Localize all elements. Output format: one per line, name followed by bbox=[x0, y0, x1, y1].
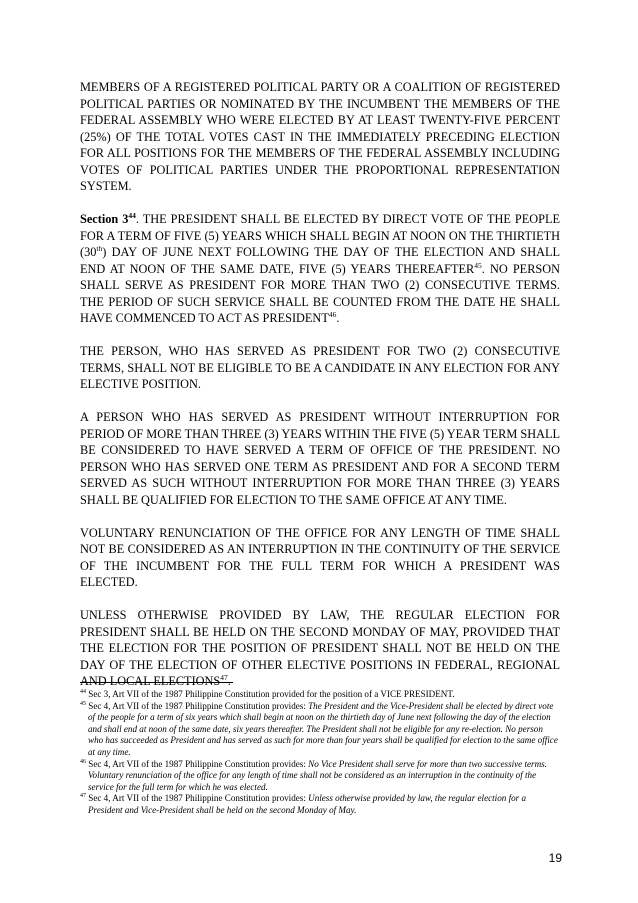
footnote-ref-44: 44 bbox=[128, 210, 136, 220]
paragraph-1: MEMBERS OF A REGISTERED POLITICAL PARTY OR A COALITION OF REGISTERED POLITICAL PARTIES OR NOMINATED BY THE INCUMBENT THE MEMBERS OF THE FEDERAL ASSEMBLY WHO WERE ELECTED BY AT LEAST TWENTY-FIVE PERCENT (25%) OF THE TOTAL VOTES CAST IN THE IMMEDIATELY PRECEDING ELECTION FOR ALL POSITIONS FOR THE MEMBERS OF THE FEDERAL ASSEMBLY INCLUDING VOTES OF POLITICAL PARTIES UNDER THE PROPORTIONAL REPRESENTATION SYSTEM. bbox=[80, 80, 560, 193]
page-number: 19 bbox=[548, 851, 562, 865]
paragraph-3: THE PERSON, WHO HAS SERVED AS PRESIDENT FOR TWO (2) CONSECUTIVE TERMS, SHALL NOT BE ELIGIBLE TO BE A CANDIDATE IN ANY ELECTION FOR ANY ELECTIVE POSITION. bbox=[80, 344, 560, 391]
paragraph-5: VOLUNTARY RENUNCIATION OF THE OFFICE FOR ANY LENGTH OF TIME SHALL NOT BE CONSIDERED AS AN INTERRUPTION IN THE CONTINUITY OF THE SERVICE OF THE INCUMBENT FOR THE FULL TERM FOR WHICH A PRESIDENT WAS ELECTED. bbox=[80, 525, 560, 589]
footnote-ref-46: 46 bbox=[328, 309, 337, 319]
footnotes bbox=[80, 689, 560, 817]
paragraph-section-3: Section $3^{44}$. THE PRESIDENT SHALL BE ELECTED BY DIRECT VOTE OF THE PEOPLE FOR A TERM OF FIVE (5) YEARS WHICH SHALL BEGIN AT NOON ON THE THIRTIETH (30th) DAY OF JUNE NEXT FOLLOWING THE DAY OF THE ELECTION AND SHALL END AT NOON OF THE SAME DATE, FIVE (5) YEARS THEREAFTER$^{45}$. NO PERSON SHALL SERVE AS PRESIDENT FOR MORE THAN TWO (2) CONSECUTIVE TERMS. THE PERIOD OF SUCH SERVICE SHALL BE COUNTED FROM THE DATE HE SHALL HAVE COMMENCED TO ACT AS PRESIDENT$^{46}$. bbox=[80, 210, 561, 325]
footnote-ref-45: 45 bbox=[474, 260, 482, 270]
ordinal-suffix: th bbox=[96, 243, 103, 253]
footnote-46: $^{46}$ Sec 4, Art VII of the 1987 Philippine Constitution provides: No Vice President shall serve for more than two successive terms. Voluntary renunciation of the office for any length of time shall not be considered as an interruption in the continuity of the service for the full term for which he was elected. bbox=[80, 758, 547, 792]
footnote-ref-47: 47 bbox=[220, 672, 228, 682]
paragraph-4: A PERSON WHO HAS SERVED AS PRESIDENT WITHOUT INTERRUPTION FOR PERIOD OF MORE THAN THREE (3) YEARS WITHIN THE FIVE (5) YEAR TERM SHALL BE CONSIDERED TO HAVE SERVED A TERM OF OFFICE OF THE PRESIDENT. NO PERSON WHO HAS SERVED ONE TERM AS PRESIDENT AND FOR A SECOND TERM SERVED AS SUCH WITHOUT INTERRUPTION FOR MORE THAN THREE (3) YEARS SHALL BE QUALIFIED FOR ELECTION TO THE SAME OFFICE AT ANY TIME. bbox=[80, 410, 560, 507]
body-text bbox=[80, 79, 560, 690]
paragraph-6: UNLESS OTHERWISE PROVIDED BY LAW, THE REGULAR ELECTION FOR PRESIDENT SHALL BE HELD ON THE SECOND MONDAY OF MAY, PROVIDED THAT THE ELECTION FOR THE POSITION OF PRESIDENT SHALL NOT BE HELD ON THE DAY OF THE ELECTION OF OTHER ELECTIVE POSITIONS IN FEDERAL, REGIONAL AND LOCAL ELECTIONS$^{47}$. bbox=[80, 608, 560, 688]
footnote-separator bbox=[80, 682, 233, 683]
footnote-45: $^{45}$ Sec 4, Art VII of the 1987 Philippine Constitution provides: The President and the Vice-President shall be elected by direct vote of the people for a term of six years which shall begin at noon on the thirtieth day of June next following the day of the election and shall end at noon of the same date, six years thereafter. The President shall not be eligible for any re-election. No person who has succeeded as President and has served as such for more than four years shall be qualified for election to the same office at any time. bbox=[80, 700, 558, 757]
footnote-47: $^{47}$ Sec 4, Art VII of the 1987 Philippine Constitution provides: Unless otherwise provided by law, the regular election for a President and Vice-President shall be held on the second Monday of May. bbox=[80, 793, 527, 815]
section-label: Section $3^{44}$ bbox=[80, 210, 136, 226]
footnote-44: $^{44}$ Sec 3, Art VII of the 1987 Philippine Constitution provided for the position of a VICE PRESIDENT. bbox=[80, 688, 455, 699]
